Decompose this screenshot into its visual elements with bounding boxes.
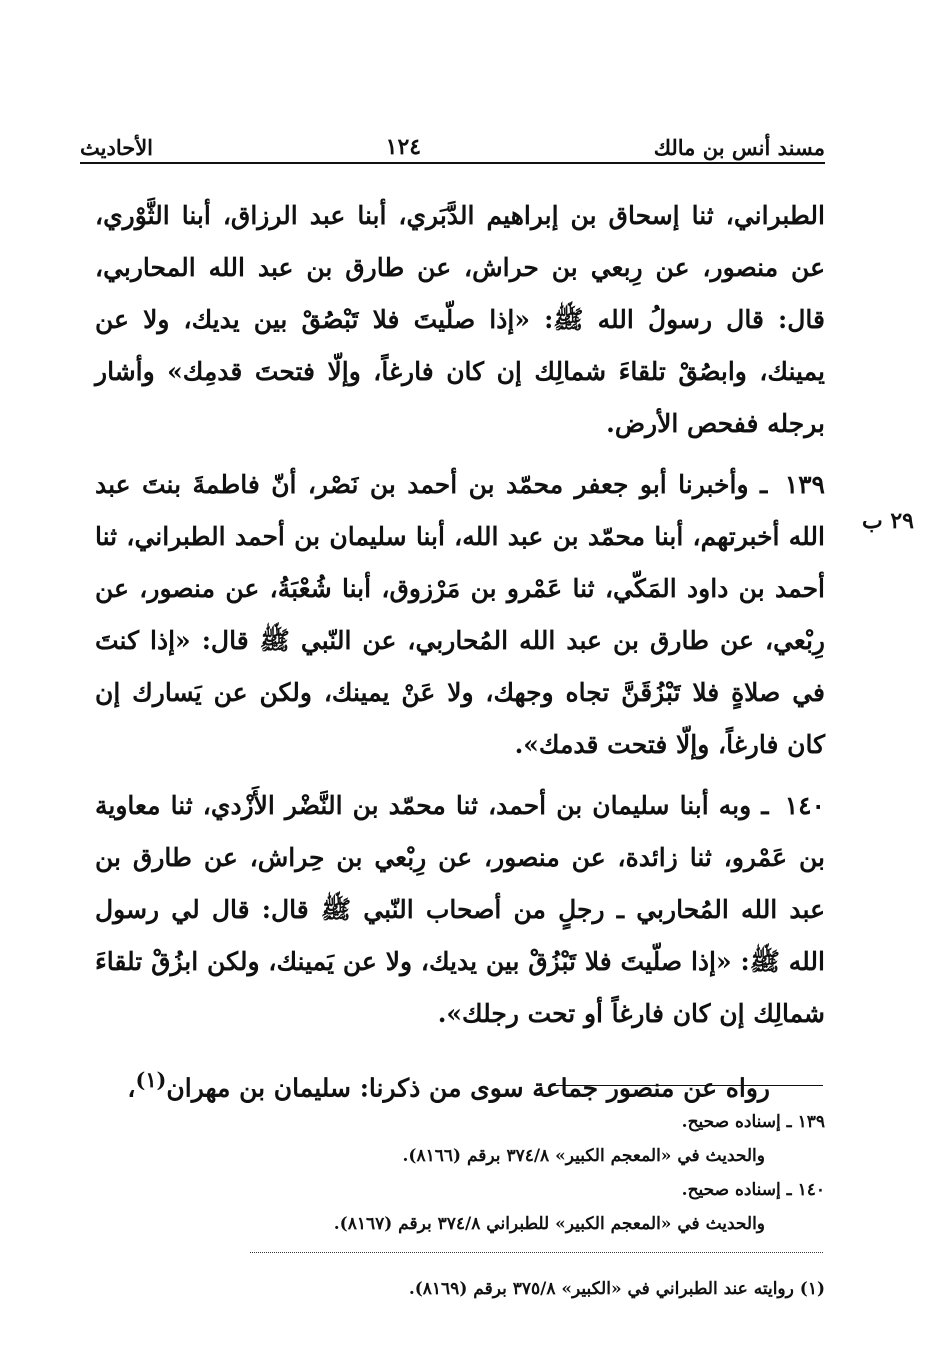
hadith-text: ـ وبه أبنا سليمان بن أحمد، ثنا محمّد بن النَّضْر الأَزْدي، ثنا معاوية بن عَمْرو، ثنا زائدة، عن منصور، عن رِبْعي بن حِراش، عن طارق بن عبد الله المُحاربي ـ رجلٍ من أصحاب النّبي ﷺ قال: قال لي رسول الله ﷺ: «إذا صلّيتَ فلا تَبْزُقْ بين يديك، ولا عن يَمينك، ولكن ابزُقْ تلقاءَ شمالِك إن كان فارغاً أو تحت رجلك». [95, 791, 825, 1028]
footnotes [240, 1105, 825, 1241]
footnote-separator [555, 1085, 823, 1086]
footnote-number: ١٣٩ [797, 1112, 825, 1132]
narration-text: رواه عن منصور جماعة سوى من ذكرنا: سليمان بن مهران [166, 1073, 770, 1103]
main-text [95, 190, 825, 1123]
paragraph-continued: الطبراني، ثنا إسحاق بن إبراهيم الدَّبَري، أبنا عبد الرزاق، أبنا الثَّوْري، عن منصور، عن رِبعي بن حراش، عن طارق بن عبد الله المحاربي، قال: قال رسولُ الله ﷺ: «إذا صلّيتَ فلا تَبْصُقْ بين يديك، ولا عن يمينك، وابصُقْ تلقاءَ شمالِك إن كان فارغاً، وإلّا فتحتَ قدمِك» وأشار برجله ففحص الأرض. [95, 201, 825, 438]
hadith-number: ١٣٩ [784, 470, 825, 499]
section-title: الأحاديث [80, 135, 154, 160]
footnote-text: ـ إسناده صحيح. [681, 1180, 792, 1200]
footnote-ref: (١) [135, 1067, 167, 1092]
book-title: مسند أنس بن مالك [653, 135, 825, 160]
footnote-number: ١٤٠ [797, 1180, 825, 1200]
footnote-140-line1 [240, 1173, 825, 1207]
footnote-text: ـ إسناده صحيح. [681, 1112, 792, 1132]
hadith-140 [95, 780, 825, 1040]
footnote-139-line1 [240, 1105, 825, 1139]
footnote-1: (١) روايته عند الطبراني في «الكبير» ٣٧٥/٨ برقم (٨١٦٩). [408, 1279, 825, 1299]
page-header [80, 118, 825, 164]
hadith-139 [95, 459, 825, 771]
narration-end: ، [127, 1073, 136, 1103]
footnote-139-line2: والحديث في «المعجم الكبير» ٣٧٤/٨ برقم (٨١٦٦). [402, 1146, 765, 1166]
hadith-number: ١٤٠ [784, 791, 825, 820]
hadith-text: ـ وأخبرنا أبو جعفر محمّد بن أحمد بن نَصْر، أنّ فاطمةَ بنتَ عبد الله أخبرتهم، أبنا محمّد بن عبد الله، أبنا سليمان بن أحمد الطبراني، ثنا أحمد بن داود المَكّي، ثنا عَمْرو بن مَرْزوق، أبنا شُعْبَةُ، عن منصور، عن رِبْعي، عن طارق بن عبد الله المُحاربي، عن النّبي ﷺ قال: «إذا كنتَ في صلاةٍ فلا تَبْزُقَنَّ تجاه وجهك، ولا عَنْ يمينك، ولكن عن يَسارك إن كان فارغاً، وإلّا فتحت قدمك». [95, 470, 825, 759]
page-number: ١٢٤ [385, 134, 422, 160]
footnote-140-line2: والحديث في «المعجم الكبير» للطبراني ٣٧٤/٨ برقم (٨١٦٧). [333, 1214, 765, 1234]
footnote-dotted-separator [250, 1252, 823, 1253]
manuscript-folio-note: ٢٩ ب [861, 508, 914, 534]
